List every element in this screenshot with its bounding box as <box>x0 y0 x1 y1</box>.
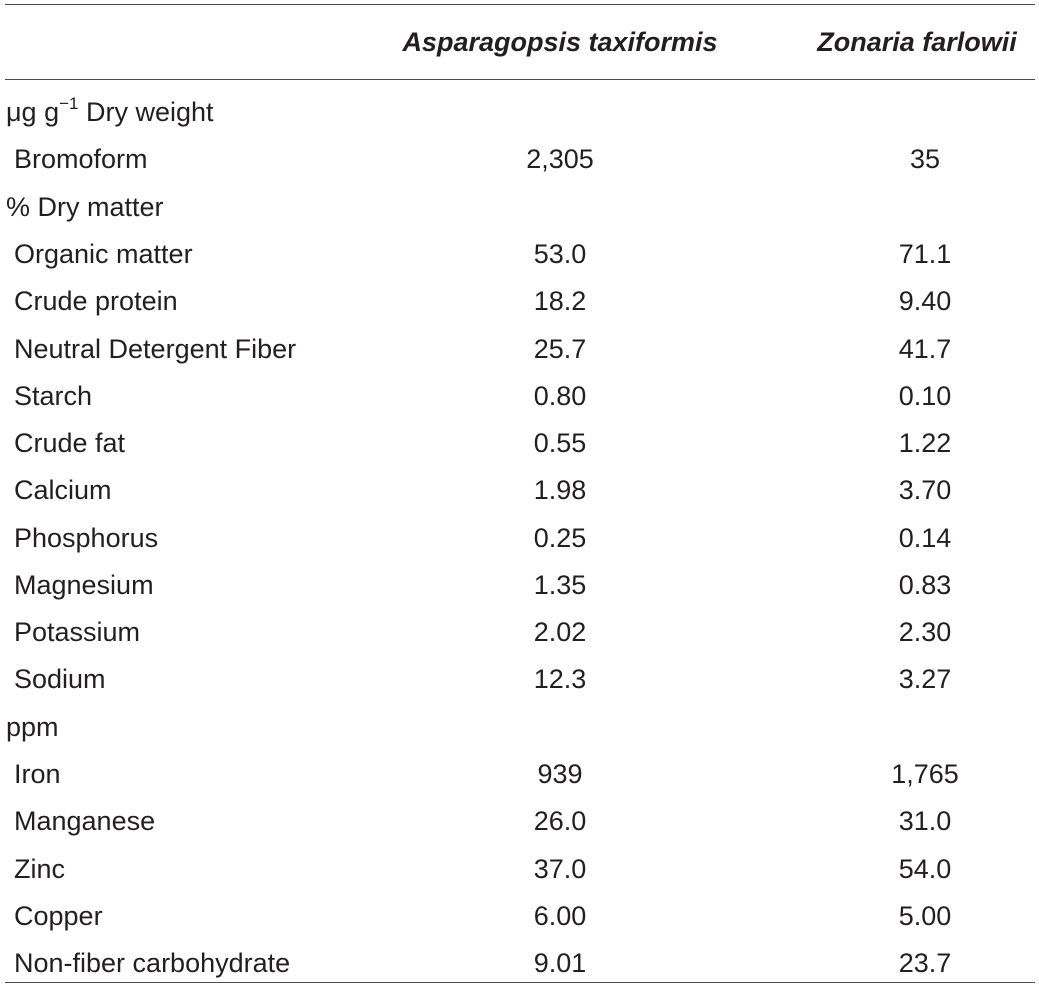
bottom-rule <box>5 982 1035 983</box>
zonaria-value: 35 <box>909 144 941 174</box>
zonaria-value: 0.10 <box>898 381 952 411</box>
column-header-asparagopsis: Asparagopsis taxiformis <box>402 27 718 57</box>
asparagopsis-value: 53.0 <box>533 239 587 269</box>
table-row <box>0 562 1039 609</box>
top-rule <box>5 4 1035 5</box>
row-label: Bromoform <box>14 144 148 174</box>
asparagopsis-value: 939 <box>537 759 583 789</box>
zonaria-value: 3.27 <box>898 664 952 694</box>
row-label: Iron <box>14 759 61 789</box>
table-row <box>0 515 1039 562</box>
asparagopsis-value: 0.25 <box>533 523 587 553</box>
table-row <box>0 373 1039 420</box>
asparagopsis-value: 26.0 <box>533 806 587 836</box>
row-label: Starch <box>14 381 93 411</box>
asparagopsis-value: 18.2 <box>533 286 587 316</box>
asparagopsis-value: 0.80 <box>533 381 587 411</box>
row-label: Manganese <box>14 806 156 836</box>
zonaria-value: 1,765 <box>891 759 959 789</box>
section-header-dry-matter <box>0 184 1039 231</box>
row-label: Crude fat <box>14 428 126 458</box>
asparagopsis-value: 2.02 <box>533 617 587 647</box>
zonaria-value: 2.30 <box>898 617 952 647</box>
header-rule <box>5 79 1035 80</box>
asparagopsis-value: 1.98 <box>533 475 587 505</box>
section-title: ppm <box>6 712 59 742</box>
table-row <box>0 656 1039 703</box>
zonaria-value: 71.1 <box>898 239 952 269</box>
table-row <box>0 751 1039 798</box>
zonaria-value: 1.22 <box>898 428 952 458</box>
zonaria-value: 9.40 <box>898 286 952 316</box>
table-row <box>0 326 1039 373</box>
table-row <box>0 420 1039 467</box>
table-row <box>0 846 1039 893</box>
row-label: Calcium <box>14 475 112 505</box>
row-label: Organic matter <box>14 239 193 269</box>
zonaria-value: 0.83 <box>898 570 952 600</box>
row-label: Sodium <box>14 664 106 694</box>
section-header-ppm <box>0 704 1039 751</box>
zonaria-value: 31.0 <box>898 806 952 836</box>
section-title: % Dry matter <box>6 192 164 222</box>
row-label: Copper <box>14 901 103 931</box>
asparagopsis-value: 2,305 <box>526 144 594 174</box>
row-label: Non-fiber carbohydrate <box>14 948 291 978</box>
table-row <box>0 231 1039 278</box>
row-label: Neutral Detergent Fiber <box>14 334 297 364</box>
zonaria-value: 5.00 <box>898 901 952 931</box>
zonaria-value: 41.7 <box>898 334 952 364</box>
table-row <box>0 467 1039 514</box>
zonaria-value: 0.14 <box>898 523 952 553</box>
zonaria-value: 23.7 <box>898 948 952 978</box>
table-row <box>0 278 1039 325</box>
zonaria-value: 3.70 <box>898 475 952 505</box>
table-row <box>0 136 1039 183</box>
asparagopsis-value: 0.55 <box>533 428 587 458</box>
zonaria-value: 54.0 <box>898 854 952 884</box>
asparagopsis-value: 12.3 <box>533 664 587 694</box>
row-label: Zinc <box>14 854 66 884</box>
row-label: Magnesium <box>14 570 154 600</box>
table-row <box>0 940 1039 987</box>
asparagopsis-value: 6.00 <box>533 901 587 931</box>
column-header-zonaria: Zonaria farlowii <box>817 27 1017 57</box>
section-header-dry-weight <box>0 89 1039 136</box>
row-label: Crude protein <box>14 286 178 316</box>
asparagopsis-value: 25.7 <box>533 334 587 364</box>
table-row <box>0 893 1039 940</box>
section-title: μg $g^{-1}$ Dry weight <box>6 94 214 127</box>
row-label: Potassium <box>14 617 141 647</box>
row-label: Phosphorus <box>14 523 159 553</box>
asparagopsis-value: 37.0 <box>533 854 587 884</box>
asparagopsis-value: 1.35 <box>533 570 587 600</box>
asparagopsis-value: 9.01 <box>533 948 587 978</box>
table-row <box>0 798 1039 845</box>
table-row <box>0 609 1039 656</box>
